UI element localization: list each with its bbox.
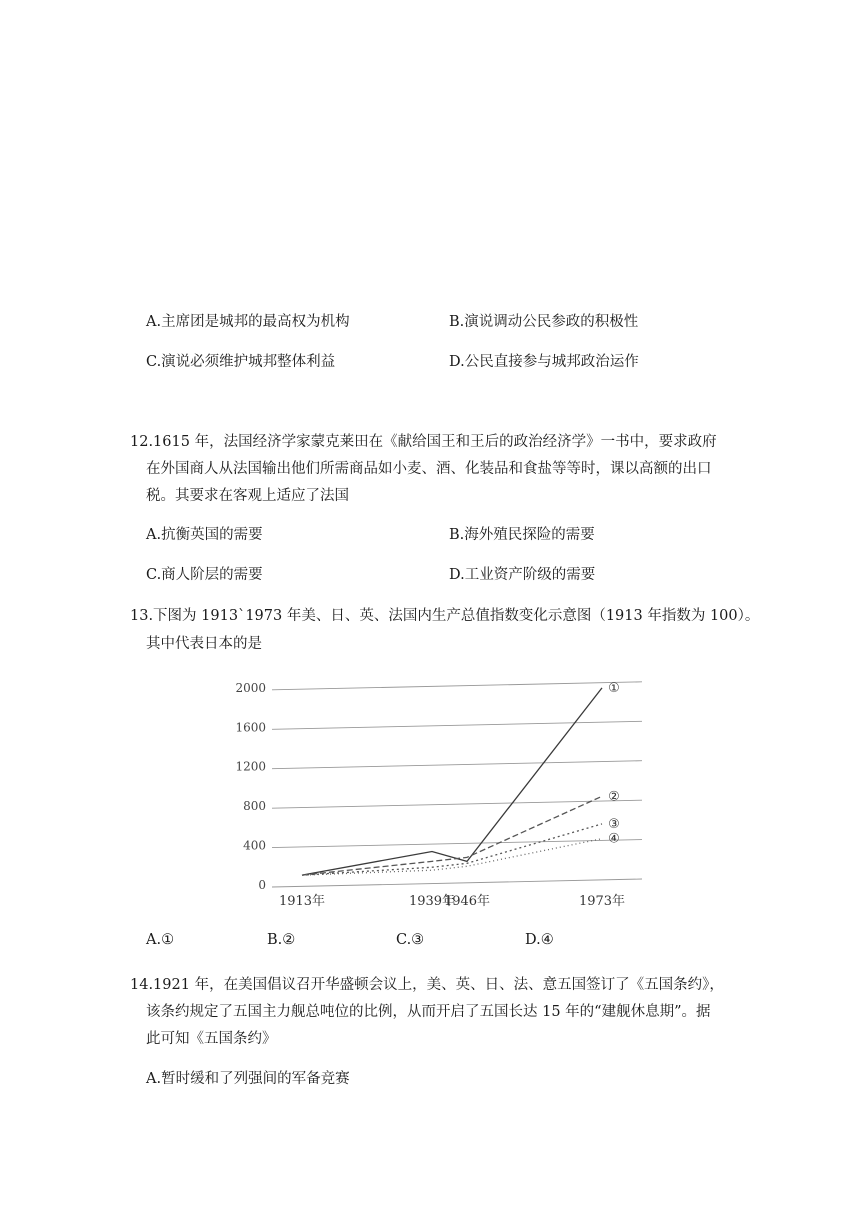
x-tick-1939: 1939年 [408,894,456,909]
q11-option-b: B.演说调动公民参政的积极性 [449,314,639,330]
q12-option-b: B.海外殖民探险的需要 [449,527,595,543]
q14-stem-line-1: 14.1921 年，在美国倡议召开华盛顿会议上，美、英、日、法、意五国签订了《五国条约》， [130,977,724,993]
q13-option-d: D.④ [525,932,554,948]
q12-option-a: A.抗衡英国的需要 [146,527,263,543]
y-tick-400: 400 [243,838,266,853]
q13-stem-line-2: 其中代表日本的是 [146,636,262,652]
x-tick-1973: 1973年 [578,894,626,909]
series-label-1: ① [608,680,620,696]
y-tick-800: 800 [243,799,266,814]
q13-option-c: C.③ [396,932,425,948]
gdp-index-chart [212,660,652,915]
x-tick-1946: 1946年 [443,894,491,909]
q12-stem-line-1: 12.1615 年，法国经济学家蒙克莱田在《献给国王和王后的政治经济学》一书中，要求政府 [130,434,717,450]
q12-option-c: C.商人阶层的需要 [146,567,263,583]
q14-stem-line-3: 此可知《五国条约》 [146,1031,277,1047]
chart-svg [212,660,652,915]
y-tick-labels [235,681,266,892]
gridline-1600 [272,721,642,729]
x-tick-1913: 1913年 [278,894,326,909]
series-line-2 [302,796,602,875]
series-label-3: ③ [608,816,620,832]
series-label-2: ② [608,789,620,805]
x-tick-labels [279,893,625,909]
q14-stem-line-2: 该条约规定了五国主力舰总吨位的比例，从而开启了五国长达 15 年的“建舰休息期”。据 [146,1004,711,1020]
y-tick-1200: 1200 [235,759,266,774]
y-tick-2000: 2000 [235,680,266,695]
series-line-1 [302,688,602,875]
chart-grid [272,682,642,887]
q12-option-d: D.工业资产阶级的需要 [449,567,596,583]
q11-option-c: C.演说必须维护城邦整体利益 [146,354,336,370]
gridline-800 [272,800,642,808]
q13-option-b: B.② [267,932,296,948]
series-label-4: ④ [608,831,620,847]
y-tick-0: 0 [258,878,266,892]
q12-stem-line-2: 在外国商人从法国输出他们所需商品如小麦、酒、化装品和食盐等等时，课以高额的出口 [146,461,712,477]
q13-stem-line-1: 13.下图为 1913`1973 年美、日、英、法国内生产总值指数变化示意图（1913 年指数为 100）。 [130,608,760,624]
gridline-0 [272,879,642,887]
q11-option-d: D.公民直接参与城邦政治运作 [449,354,639,370]
q13-option-a: A.① [146,932,175,948]
gridline-1200 [272,761,642,769]
q11-option-a: A.主席团是城邦的最高权为机构 [146,314,350,330]
gridline-2000 [272,682,642,690]
q14-option-a: A.暂时缓和了列强间的军备竞赛 [146,1071,350,1087]
gridline-400 [272,840,642,848]
q12-stem-line-3: 税。其要求在客观上适应了法国 [146,488,349,504]
y-tick-1600: 1600 [235,720,266,735]
